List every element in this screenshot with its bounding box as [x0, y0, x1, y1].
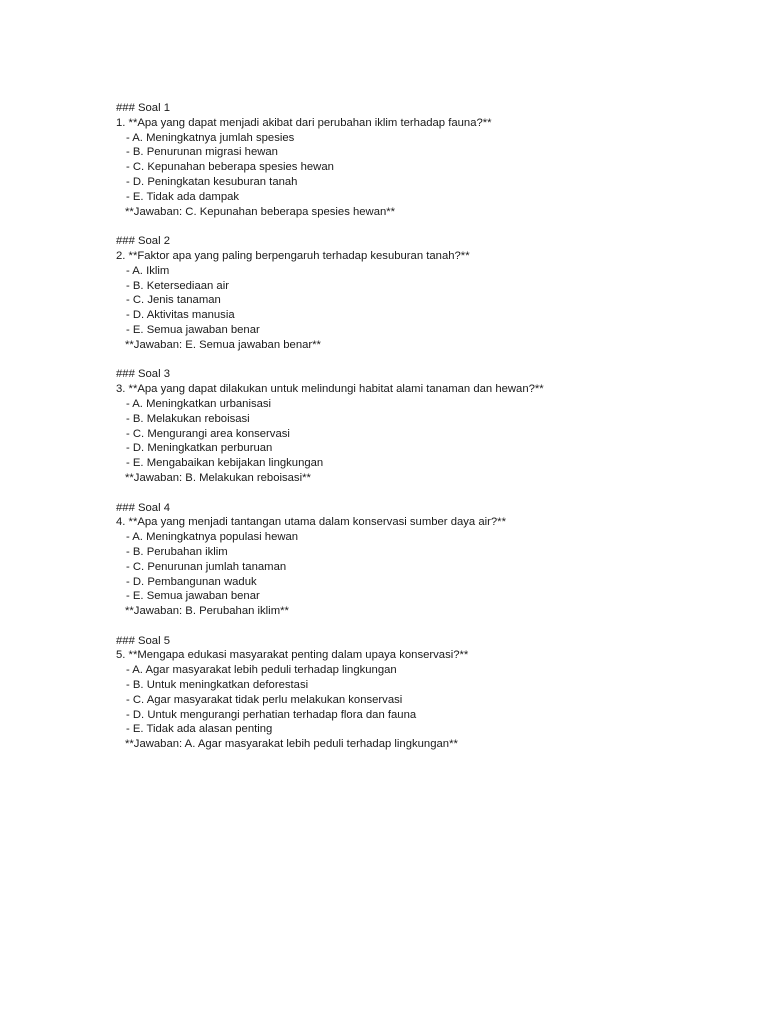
option-d: - D. Peningkatan kesuburan tanah [126, 175, 298, 188]
option-e: - E. Semua jawaban benar [126, 323, 260, 336]
question-block-2 [116, 234, 716, 352]
option-c: - C. Agar masyarakat tidak perlu melakukan konservasi [126, 693, 403, 706]
answer-text: **Jawaban: B. Perubahan iklim** [125, 605, 289, 618]
option-a: - A. Meningkatkan urbanisasi [126, 397, 272, 410]
question-block-1 [116, 101, 716, 219]
option-a: - A. Agar masyarakat lebih peduli terhadap lingkungan [126, 664, 397, 677]
option-b: - B. Untuk meningkatkan deforestasi [126, 679, 309, 692]
question-text: 4. **Apa yang menjadi tantangan utama dalam konservasi sumber daya air?** [116, 516, 506, 529]
question-block-4 [116, 501, 716, 619]
option-c: - C. Penurunan jumlah tanaman [126, 560, 287, 573]
option-e: - E. Tidak ada dampak [126, 190, 240, 203]
answer-text: **Jawaban: A. Agar masyarakat lebih peduli terhadap lingkungan** [125, 738, 458, 751]
question-heading: ### Soal 5 [116, 634, 171, 647]
question-text: 1. **Apa yang dapat menjadi akibat dari perubahan iklim terhadap fauna?** [116, 116, 492, 129]
option-d: - D. Aktivitas manusia [126, 309, 235, 322]
question-heading: ### Soal 2 [116, 235, 171, 248]
question-block-3 [116, 367, 716, 485]
option-c: - C. Mengurangi area konservasi [126, 427, 290, 440]
option-d: - D. Meningkatkan perburuan [126, 442, 273, 455]
option-a: - A. Meningkatnya populasi hewan [126, 531, 299, 544]
option-b: - B. Penurunan migrasi hewan [126, 146, 278, 159]
question-heading: ### Soal 3 [116, 368, 171, 381]
answer-text: **Jawaban: B. Melakukan reboisasi** [125, 471, 311, 484]
question-text: 3. **Apa yang dapat dilakukan untuk melindungi habitat alami tanaman dan hewan?** [116, 383, 544, 396]
option-e: - E. Mengabaikan kebijakan lingkungan [126, 457, 324, 470]
question-heading: ### Soal 1 [116, 102, 171, 114]
option-b: - B. Perubahan iklim [126, 545, 228, 558]
option-b: - B. Melakukan reboisasi [126, 412, 250, 425]
document-page [116, 101, 716, 767]
question-text: 5. **Mengapa edukasi masyarakat penting dalam upaya konservasi?** [116, 649, 469, 662]
option-b: - B. Ketersediaan air [126, 279, 229, 292]
option-c: - C. Jenis tanaman [126, 294, 221, 307]
option-e: - E. Semua jawaban benar [126, 590, 260, 603]
answer-text: **Jawaban: C. Kepunahan beberapa spesies hewan** [125, 205, 396, 218]
option-c: - C. Kepunahan beberapa spesies hewan [126, 161, 334, 174]
option-a: - A. Meningkatnya jumlah spesies [126, 131, 295, 144]
answer-text: **Jawaban: E. Semua jawaban benar** [125, 338, 321, 351]
question-block-5 [116, 634, 716, 752]
option-d: - D. Untuk mengurangi perhatian terhadap flora dan fauna [126, 708, 417, 721]
option-d: - D. Pembangunan waduk [126, 575, 257, 588]
option-e: - E. Tidak ada alasan penting [126, 723, 273, 736]
question-text: 2. **Faktor apa yang paling berpengaruh terhadap kesuburan tanah?** [116, 249, 470, 262]
option-a: - A. Iklim [126, 264, 170, 277]
question-heading: ### Soal 4 [116, 501, 171, 514]
